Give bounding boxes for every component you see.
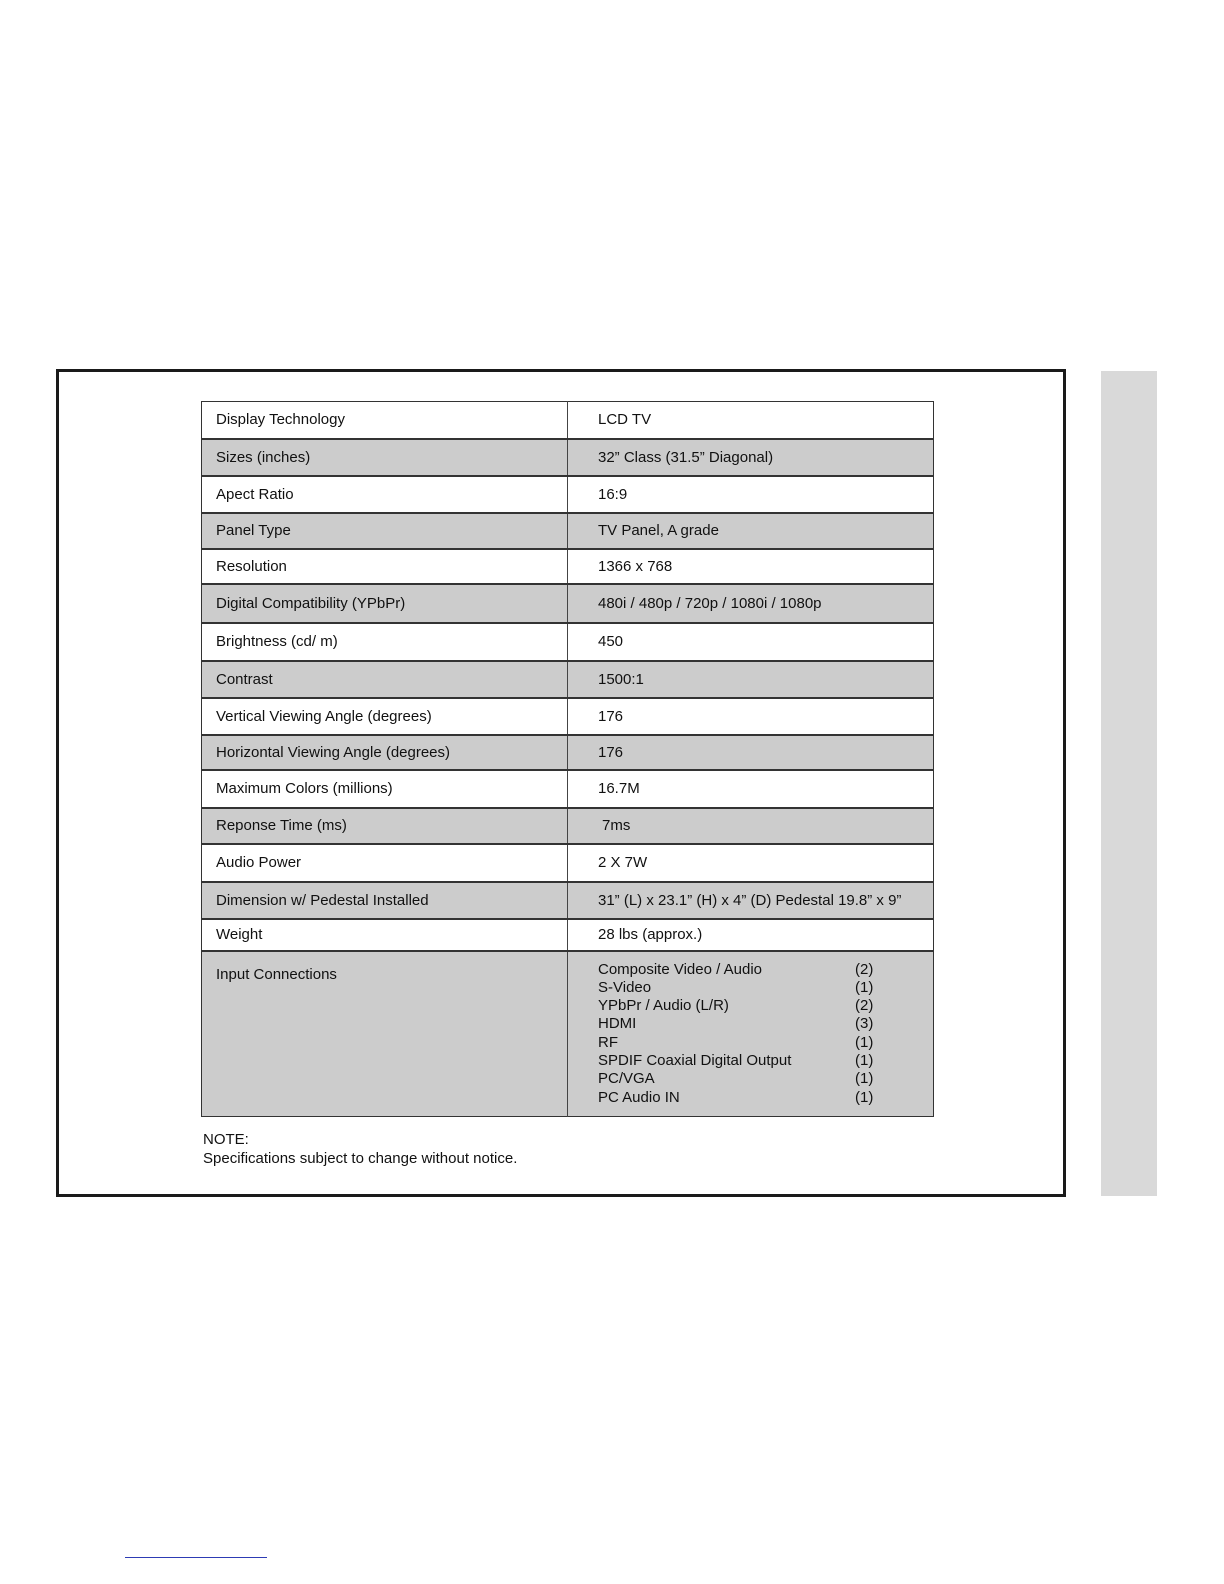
connection-name: SPDIF Coaxial Digital Output [598, 1051, 792, 1069]
spec-row-response-time [202, 808, 934, 844]
spec-value: 16:9 [568, 476, 934, 513]
spec-row-display-technology [202, 402, 934, 439]
connection-item [598, 1089, 933, 1107]
connection-count: (3) [855, 1015, 874, 1033]
spec-label: Resolution [202, 549, 568, 584]
spec-value: 16.7M [568, 770, 934, 808]
spec-value: 2 X 7W [568, 844, 934, 882]
spec-value: 176 [568, 735, 934, 770]
spec-table [201, 401, 934, 1117]
connection-name: Composite Video / Audio [598, 960, 762, 978]
connection-count: (1) [855, 1070, 874, 1088]
note-text: Specifications subject to change without notice. [203, 1150, 518, 1167]
connection-item [598, 1034, 933, 1052]
spec-row-maximum-colors [202, 770, 934, 808]
spec-value: TV Panel, A grade [568, 513, 934, 549]
spec-label: Contrast [202, 661, 568, 698]
spec-row-audio-power [202, 844, 934, 882]
connection-count: (1) [855, 1033, 874, 1051]
spec-value: 31” (L) x 23.1” (H) x 4” (D) Pedestal 19.8” x 9” [568, 882, 934, 919]
spec-row-sizes [202, 439, 934, 476]
spec-label: Panel Type [202, 513, 568, 549]
connection-item [598, 997, 933, 1015]
spec-value: 28 lbs (approx.) [568, 919, 934, 951]
spec-row-dimension [202, 882, 934, 919]
spec-value: 1366 x 768 [568, 549, 934, 584]
connection-item [598, 961, 933, 979]
connection-count: (1) [855, 1051, 874, 1069]
input-connections-list [598, 961, 933, 1107]
footer-rule [125, 1557, 267, 1558]
spec-label: Brightness (cd/ m) [202, 623, 568, 661]
spec-row-input-connections [202, 951, 934, 1117]
connection-name: HDMI [598, 1015, 637, 1033]
spec-label: Display Technology [202, 402, 568, 439]
connection-item [598, 979, 933, 997]
spec-label: Horizontal Viewing Angle (degrees) [202, 735, 568, 770]
spec-label: Apect Ratio [202, 476, 568, 513]
spec-row-vertical-viewing-angle [202, 698, 934, 735]
spec-value: 1500:1 [568, 661, 934, 698]
spec-label: Weight [202, 919, 568, 951]
side-tab [1101, 371, 1157, 1196]
spec-label: Reponse Time (ms) [202, 808, 568, 844]
input-connections-cell [568, 951, 934, 1117]
connection-name: YPbPr / Audio (L/R) [598, 997, 729, 1015]
connection-name: PC Audio IN [598, 1088, 680, 1106]
spec-label: Vertical Viewing Angle (degrees) [202, 698, 568, 735]
spec-value: 480i / 480p / 720p / 1080i / 1080p [568, 584, 934, 623]
connection-name: S-Video [598, 978, 652, 996]
connection-item [598, 1070, 933, 1088]
connection-item [598, 1052, 933, 1070]
spec-value: LCD TV [598, 411, 652, 429]
spec-frame [56, 369, 1066, 1197]
spec-row-brightness [202, 623, 934, 661]
connection-name: RF [598, 1033, 618, 1051]
connection-count: (1) [855, 978, 874, 996]
spec-label: Maximum Colors (millions) [202, 770, 568, 808]
spec-label: Audio Power [202, 844, 568, 882]
spec-value: 176 [568, 698, 934, 735]
connection-name: PC/VGA [598, 1070, 655, 1088]
spec-label: Input Connections [202, 951, 568, 1117]
spec-note [203, 1130, 517, 1168]
connection-count: (1) [855, 1088, 874, 1106]
spec-row-resolution [202, 549, 934, 584]
spec-row-digital-compatibility [202, 584, 934, 623]
spec-value: 32” Class (31.5” Diagonal) [568, 439, 934, 476]
connection-count: (2) [855, 997, 874, 1015]
spec-label: Digital Compatibility (YPbPr) [202, 584, 568, 623]
connection-item [598, 1015, 933, 1033]
connection-count: (2) [855, 960, 874, 978]
note-heading: NOTE: [203, 1131, 249, 1148]
spec-value: 7ms [568, 808, 934, 844]
spec-value: 450 [568, 623, 934, 661]
spec-row-contrast [202, 661, 934, 698]
spec-label: Dimension w/ Pedestal Installed [202, 882, 568, 919]
spec-row-horizontal-viewing-angle [202, 735, 934, 770]
spec-row-aspect-ratio [202, 476, 934, 513]
spec-label: Sizes (inches) [202, 439, 568, 476]
spec-row-panel-type [202, 513, 934, 549]
spec-row-weight [202, 919, 934, 951]
